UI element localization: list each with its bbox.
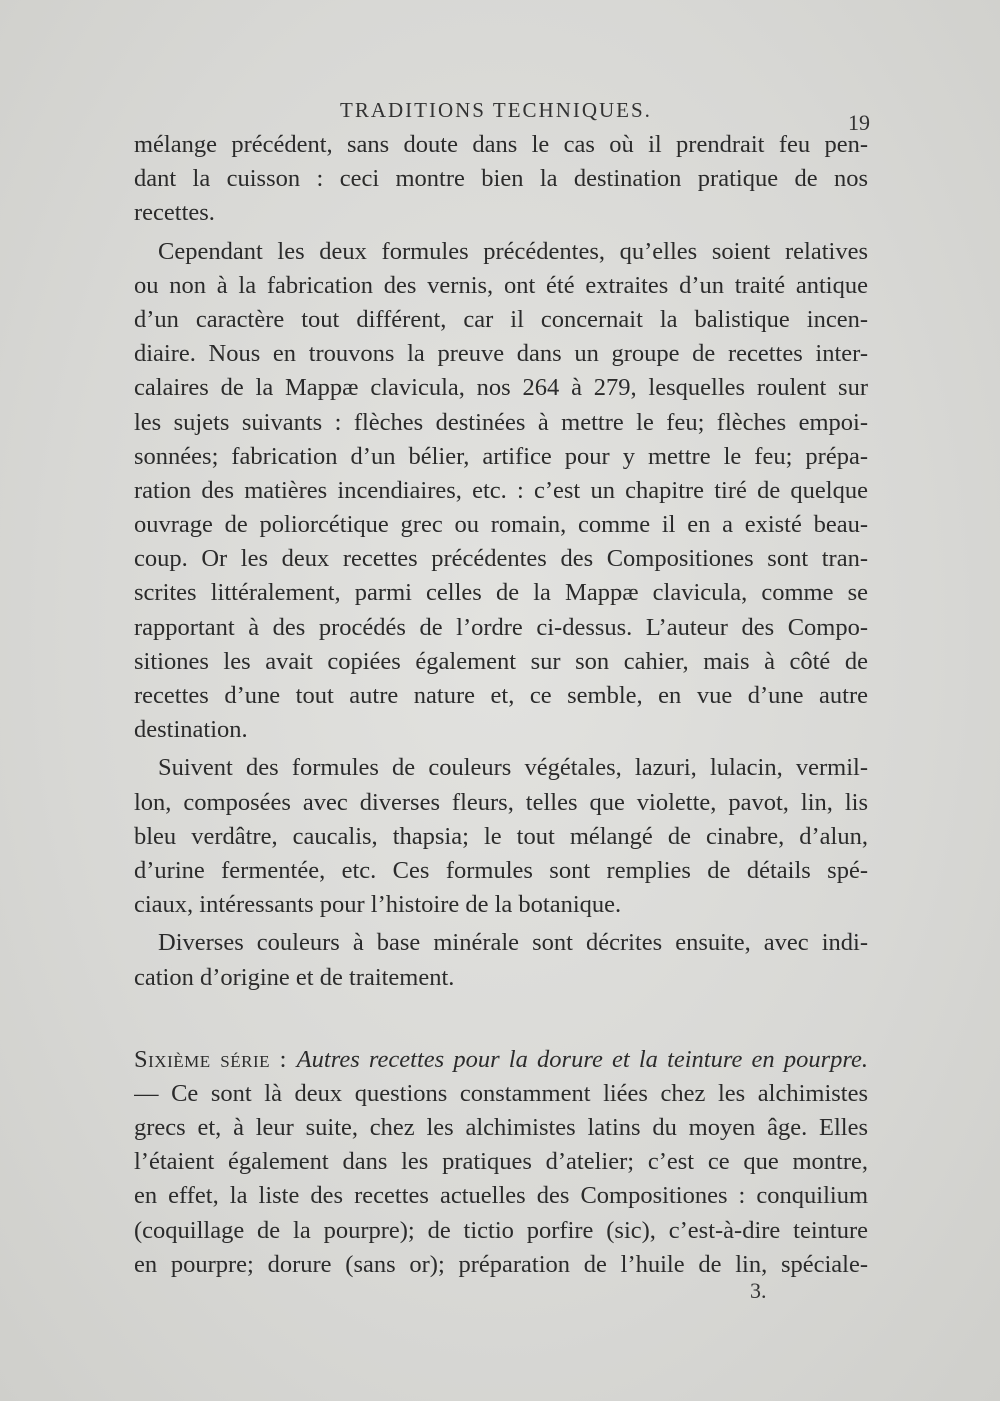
text-line: dant la cuisson : ceci montre bien la destination pratique de nos — [134, 165, 868, 193]
section-title: Autres recettes pour la dorure et la teinture en pourpre. — [296, 1045, 868, 1073]
text-line: l’étaient également dans les pratiques d’atelier; c’est ce que montre, — [134, 1148, 868, 1176]
text-line: grecs et, à leur suite, chez les alchimistes latins du moyen âge. Elles — [134, 1114, 868, 1142]
body-text — [134, 128, 868, 1282]
section-label: Sixième série : — [134, 1045, 297, 1073]
text-line: les sujets suivants : flèches destinées à mettre le feu; flèches empoi- — [134, 408, 868, 436]
section-sixieme-serie — [134, 1043, 868, 1282]
text-line: en pourpre; dorure (sans or); préparation de l’huile de lin, spéciale- — [134, 1250, 868, 1278]
text-line: destination. — [134, 716, 248, 744]
paragraph-4 — [134, 926, 868, 994]
text-line: d’urine fermentée, etc. Ces formules sont remplies de détails spé- — [134, 856, 868, 884]
signature-mark: 3. — [750, 1278, 767, 1303]
text-line: calaires de la Mappæ clavicula, nos 264 à 279, lesquelles roulent sur — [134, 374, 868, 402]
text-line: sitiones les avait copiées également sur son cahier, mais à côté de — [134, 647, 868, 675]
text-line: (coquillage de la pourpre); de tictio porfire (sic), c’est-à-dire teinture — [134, 1216, 868, 1244]
text-line: ciaux, intéressants pour l’histoire de la botanique. — [134, 891, 622, 919]
text-line: — Ce sont là deux questions constamment liées chez les alchimistes — [134, 1079, 868, 1107]
text-line: coup. Or les deux recettes précédentes des Compositiones sont tran- — [134, 545, 868, 573]
text-line: cation d’origine et de traitement. — [134, 963, 455, 991]
text-line: ouvrage de poliorcétique grec ou romain, comme il en a existé beau- — [134, 511, 868, 539]
text-line: scrites littéralement, parmi celles de la Mappæ clavicula, comme se — [134, 579, 868, 607]
page-number: 19 — [848, 110, 870, 135]
running-title: TRADITIONS TECHNIQUES. — [340, 98, 652, 122]
text-line: ration des matières incendiaires, etc. : c’est un chapitre tiré de quelque — [134, 476, 868, 504]
text-line: recettes. — [134, 199, 215, 227]
text-line: Cependant les deux formules précédentes, qu’elles soient relatives — [158, 237, 868, 265]
text-line: Diverses couleurs à base minérale sont décrites ensuite, avec indi- — [158, 929, 868, 957]
section-heading — [134, 1043, 868, 1077]
text-line: lon, composées avec diverses fleurs, telles que violette, pavot, lin, lis — [134, 788, 868, 816]
text-line: bleu verdâtre, caucalis, thapsia; le tout mélangé de cinabre, d’alun, — [134, 822, 868, 850]
text-line: rapportant à des procédés de l’ordre ci-dessus. L’auteur des Compo- — [134, 613, 868, 641]
text-line: en effet, la liste des recettes actuelles des Compositiones : conquilium — [134, 1182, 868, 1210]
paragraph-1 — [134, 128, 868, 231]
text-line: sonnées; fabrication d’un bélier, artifice pour y mettre le feu; prépa- — [134, 442, 868, 470]
text-line: diaire. Nous en trouvons la preuve dans un groupe de recettes inter- — [134, 340, 868, 368]
paragraph-2 — [134, 235, 868, 748]
text-line: recettes d’une tout autre nature et, ce semble, en vue d’une autre — [134, 682, 868, 709]
text-line: mélange précédent, sans doute dans le cas où il prendrait feu pen- — [134, 131, 868, 158]
text-line: ou non à la fabrication des vernis, ont été extraites d’un traité antique — [134, 271, 868, 299]
text-line: Suivent des formules de couleurs végétales, lazuri, lulacin, vermil- — [158, 754, 868, 782]
text-line: d’un caractère tout différent, car il concernait la balistique incen- — [134, 305, 868, 333]
paragraph-3 — [134, 751, 868, 922]
